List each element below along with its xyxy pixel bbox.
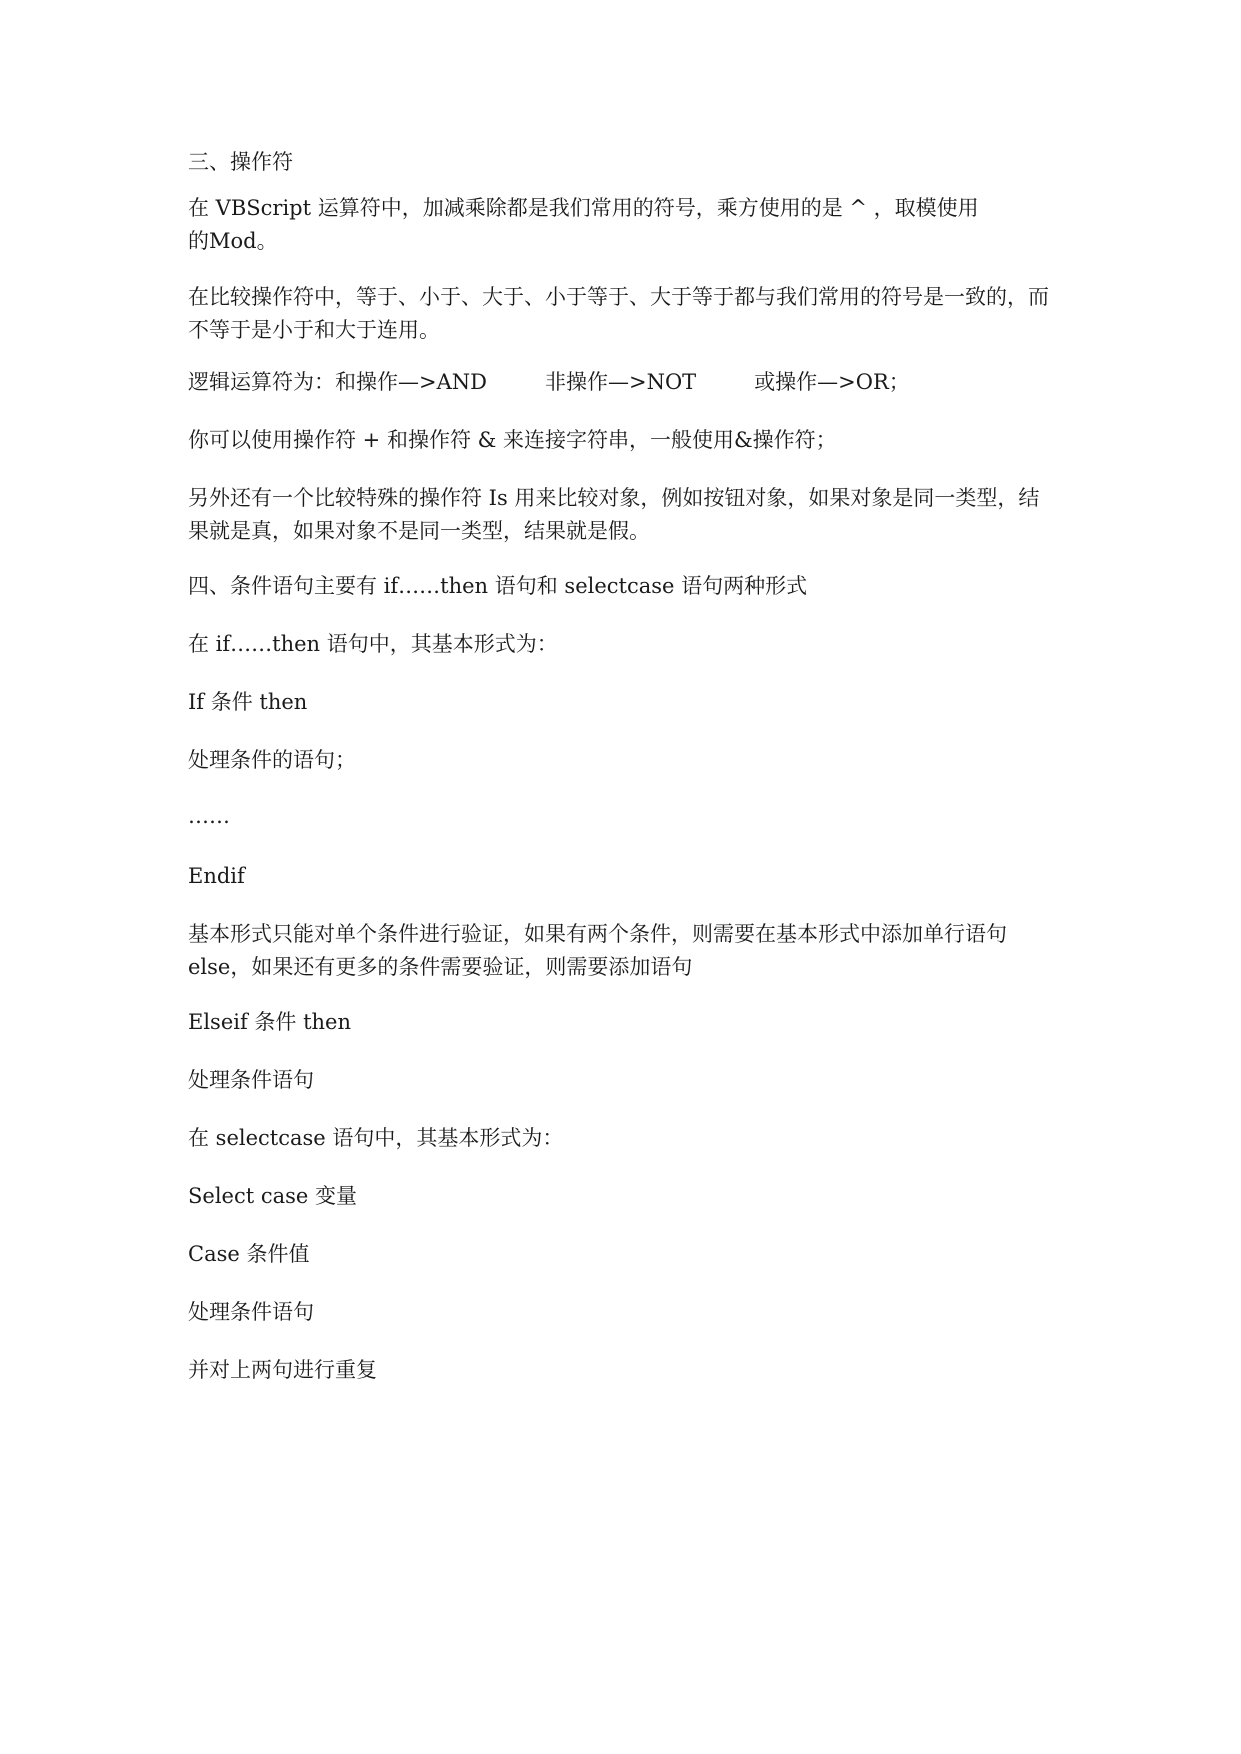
code-ellipsis: …… bbox=[188, 804, 230, 828]
code-handle-condition-2: 处理条件语句 bbox=[188, 1068, 314, 1092]
code-endif: Endif bbox=[188, 864, 245, 888]
paragraph-selectcase-intro: 在 selectcase 语句中，其基本形式为： bbox=[188, 1126, 564, 1150]
paragraph-is-operator: 另外还有一个比较特殊的操作符 Is 用来比较对象，例如按钮对象，如果对象是同一类型，结果就是真，如果对象不是同一类型，结果就是假。 bbox=[188, 486, 1040, 543]
code-if-then: If 条件 then bbox=[188, 690, 308, 714]
code-handle-condition-3: 处理条件语句 bbox=[188, 1300, 314, 1324]
paragraph-comparison: 在比较操作符中，等于、小于、大于、小于等于、大于等于都与我们常用的符号是一致的，而不等于是小于和大于连用。 bbox=[188, 285, 1049, 342]
paragraph-else-explanation: 基本形式只能对单个条件进行验证，如果有两个条件，则需要在基本形式中添加单行语句else，如果还有更多的条件需要验证，则需要添加语句 bbox=[188, 922, 1007, 979]
heading-conditionals: 四、条件语句主要有 if……then 语句和 selectcase 语句两种形式 bbox=[188, 574, 808, 598]
logic-and: 逻辑运算符为：和操作—>AND bbox=[188, 370, 487, 394]
logic-not: 非操作—>NOT bbox=[544, 370, 697, 394]
paragraph-if-intro: 在 if……then 语句中，其基本形式为： bbox=[188, 632, 558, 656]
paragraph-arithmetic: 在 VBScript 运算符中，加减乘除都是我们常用的符号，乘方使用的是 ^ ，取模使用的Mod。 bbox=[188, 196, 979, 253]
paragraph-repeat: 并对上两句进行重复 bbox=[188, 1358, 377, 1382]
code-case-value: Case 条件值 bbox=[188, 1242, 310, 1266]
code-select-case: Select case 变量 bbox=[188, 1184, 357, 1208]
paragraph-string-concat: 你可以使用操作符 + 和操作符 & 来连接字符串，一般使用&操作符； bbox=[188, 428, 837, 452]
paragraph-logic-operators bbox=[188, 366, 910, 399]
code-handle-condition: 处理条件的语句； bbox=[188, 748, 356, 772]
logic-or: 或操作—>OR； bbox=[754, 370, 910, 394]
code-elseif: Elseif 条件 then bbox=[188, 1010, 352, 1034]
heading-operators: 三、操作符 bbox=[188, 150, 293, 174]
